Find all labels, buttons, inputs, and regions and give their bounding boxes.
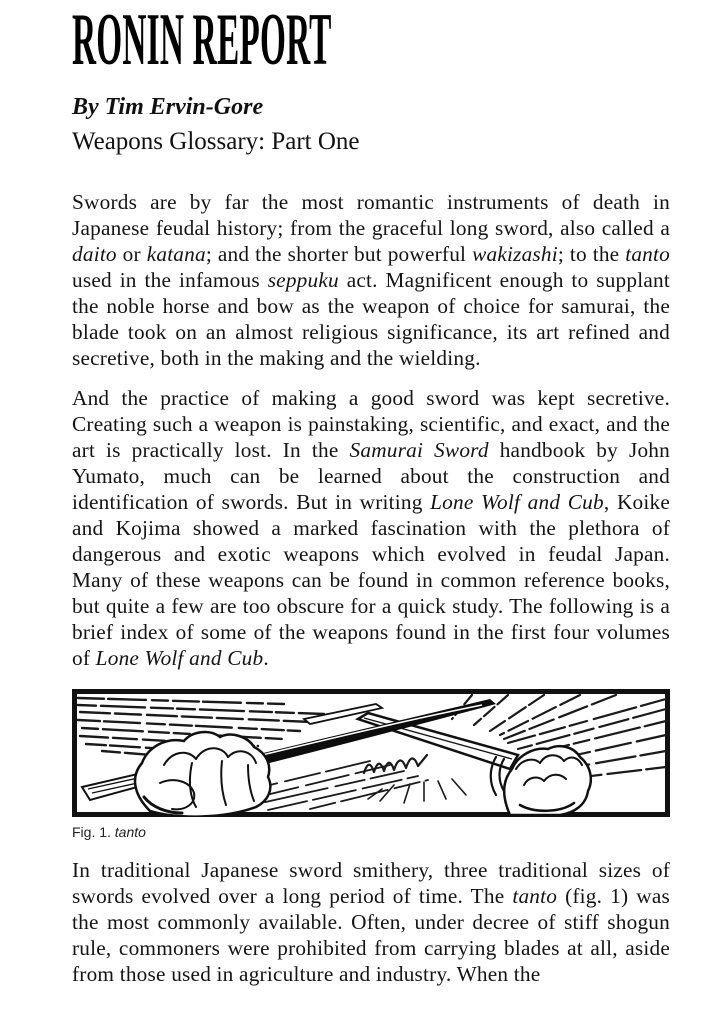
figure-caption: Fig. 1. tanto — [72, 823, 146, 840]
byline: By Tim Ervin-Gore — [72, 93, 264, 120]
figure-1 — [72, 689, 670, 841]
paragraph-3: In traditional Japanese sword smithery, three traditional sizes of swords evolved over a long period of time. The tanto (fig. 1) was the most commonly available. Often, under decree of stiff shogun rule, commoners were prohibited from carrying blades at all, aside from those used in agriculture and industry. When the — [72, 857, 670, 986]
article-subtitle: Weapons Glossary: Part One — [72, 128, 360, 156]
paragraph-1: Swords are by far the most romantic instruments of death in Japanese feudal history; from the graceful long sword, also called a daito or katana; and the shorter but powerful wakizashi; to the tanto used in the infamous seppuku act. Magnificent enough to supplant the noble horse and bow as the weapon of choice for samurai, the blade took on an almost religious significance, its art refined and secretive, both in the making and the wielding. — [72, 189, 670, 370]
page-title: RONIN REPORT — [72, 0, 332, 81]
figure-panel — [72, 689, 670, 817]
tanto-illustration-icon — [72, 689, 670, 817]
paragraph-2: And the practice of making a good sword was kept secretive. Creating such a weapon is painstaking, scientific, and exact, and the art is practically lost. In the Samurai Sword handbook by John Yumato, much can be learned about the construction and identification of swords. But in writing Lone Wolf and Cub, Koike and Kojima showed a marked fascination with the plethora of dangerous and exotic weapons which evolved in feudal Japan. Many of these weapons can be found in common reference books, but quite a few are too obscure for a quick study. The following is a brief index of some of the weapons found in the first four volumes of Lone Wolf and Cub. — [72, 385, 670, 670]
